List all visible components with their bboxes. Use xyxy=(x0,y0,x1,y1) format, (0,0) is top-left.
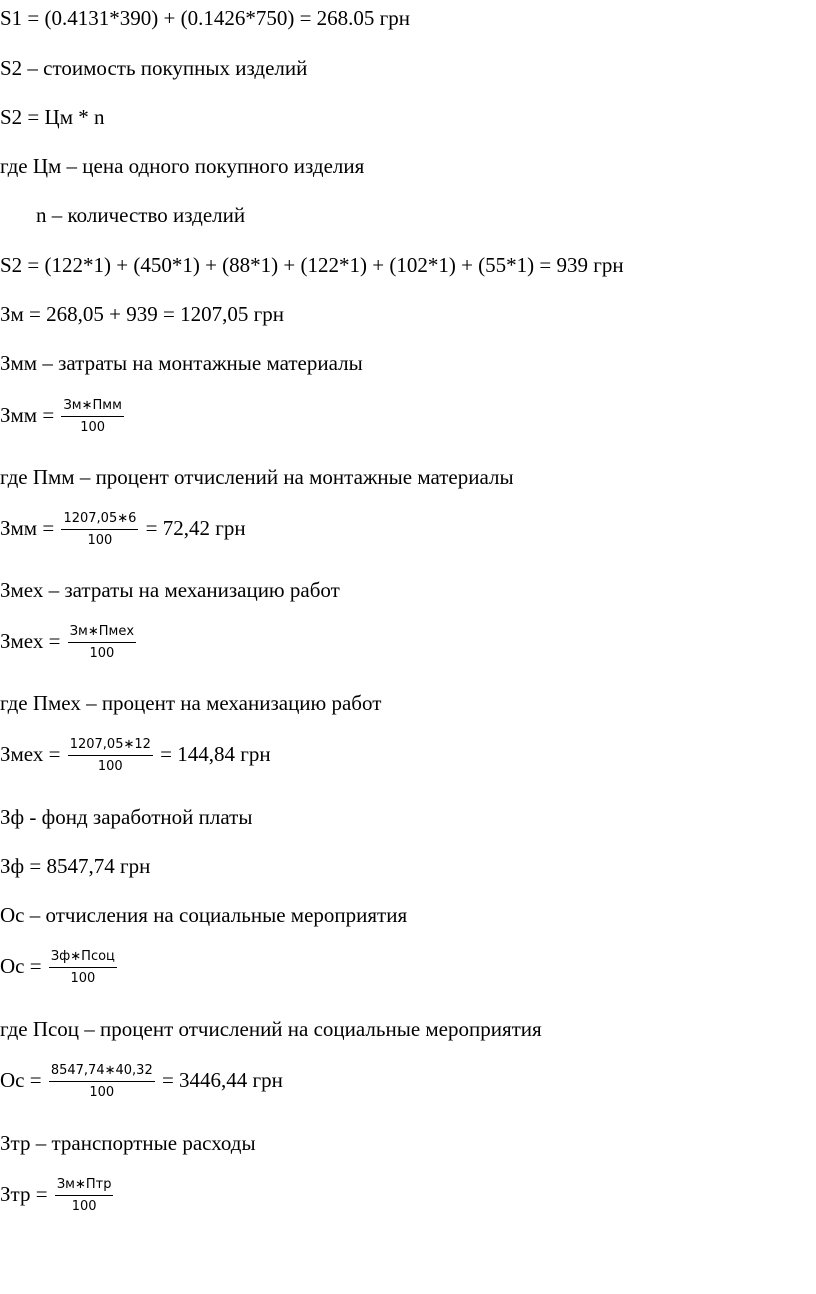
s2-calculation: S2 = (122*1) + (450*1) + (88*1) + (122*1) + (102*1) + (55*1) = 939 грн xyxy=(0,253,624,277)
zmeh-definition: Змех – затраты на механизацию работ xyxy=(0,578,340,602)
fraction-numerator: Зм∗Птр xyxy=(55,1177,114,1196)
ztr-definition: Зтр – транспортные расходы xyxy=(0,1131,256,1155)
ztr-formula xyxy=(0,1177,115,1215)
zmeh-calculation xyxy=(0,737,271,775)
os-formula-lhs: Ос = xyxy=(0,953,42,978)
zmm-calc-lhs: Змм = xyxy=(0,515,55,540)
os-calc-rhs: = 3446,44 грн xyxy=(161,1067,283,1092)
fraction-denominator: 100 xyxy=(87,533,113,548)
psoc-definition: где Псоц – процент отчислений на социальные мероприятия xyxy=(0,1017,542,1041)
ztr-formula-lhs: Зтр = xyxy=(0,1181,48,1206)
os-formula-fraction xyxy=(49,949,117,987)
fraction-denominator: 100 xyxy=(71,1199,97,1214)
fraction-numerator: Зм∗Пмм xyxy=(61,398,123,417)
zmeh-formula-fraction xyxy=(68,624,136,662)
os-definition: Ос – отчисления на социальные мероприятия xyxy=(0,903,408,927)
zmeh-calc-fraction xyxy=(68,737,153,775)
zf-value: Зф = 8547,74 грн xyxy=(0,854,151,878)
fraction-numerator: Зф∗Псоц xyxy=(49,949,117,968)
ztr-formula-fraction xyxy=(55,1177,114,1215)
s2-formula: S2 = Цм * n xyxy=(0,105,105,129)
fraction-denominator: 100 xyxy=(80,420,106,435)
zmm-definition: Змм – затраты на монтажные материалы xyxy=(0,351,363,375)
pmeh-definition: где Пмех – процент на механизацию работ xyxy=(0,691,382,715)
s1-calculation: S1 = (0.4131*390) + (0.1426*750) = 268.05 грн xyxy=(0,6,411,30)
os-calculation xyxy=(0,1063,283,1101)
fraction-numerator: 1207,05∗6 xyxy=(61,511,138,530)
os-calc-fraction xyxy=(49,1063,155,1101)
n-definition: n – количество изделий xyxy=(36,203,246,227)
fraction-denominator: 100 xyxy=(97,759,123,774)
zmeh-calc-lhs: Змех = xyxy=(0,741,61,766)
s2-definition: S2 – стоимость покупных изделий xyxy=(0,56,308,80)
zmm-calculation xyxy=(0,511,246,549)
fraction-denominator: 100 xyxy=(70,971,96,986)
fraction-numerator: 8547,74∗40,32 xyxy=(49,1063,155,1082)
zmeh-formula xyxy=(0,624,138,662)
fraction-numerator: 1207,05∗12 xyxy=(68,737,153,756)
zmeh-calc-rhs: = 144,84 грн xyxy=(160,741,271,766)
os-calc-lhs: Ос = xyxy=(0,1067,42,1092)
zmm-formula xyxy=(0,398,126,436)
cm-definition: где Цм – цена одного покупного изделия xyxy=(0,154,365,178)
zmm-calc-rhs: = 72,42 грн xyxy=(145,515,246,540)
zm-calculation: Зм = 268,05 + 939 = 1207,05 грн xyxy=(0,302,284,326)
fraction-denominator: 100 xyxy=(89,646,115,661)
zmm-calc-fraction xyxy=(61,511,138,549)
zmm-formula-lhs: Змм = xyxy=(0,402,55,427)
fraction-numerator: Зм∗Пмех xyxy=(68,624,136,643)
fraction-denominator: 100 xyxy=(89,1085,115,1100)
zf-definition: Зф - фонд заработной платы xyxy=(0,805,253,829)
zmeh-formula-lhs: Змех = xyxy=(0,628,61,653)
zmm-formula-fraction xyxy=(61,398,123,436)
os-formula xyxy=(0,949,119,987)
pmm-definition: где Пмм – процент отчислений на монтажные материалы xyxy=(0,465,514,489)
